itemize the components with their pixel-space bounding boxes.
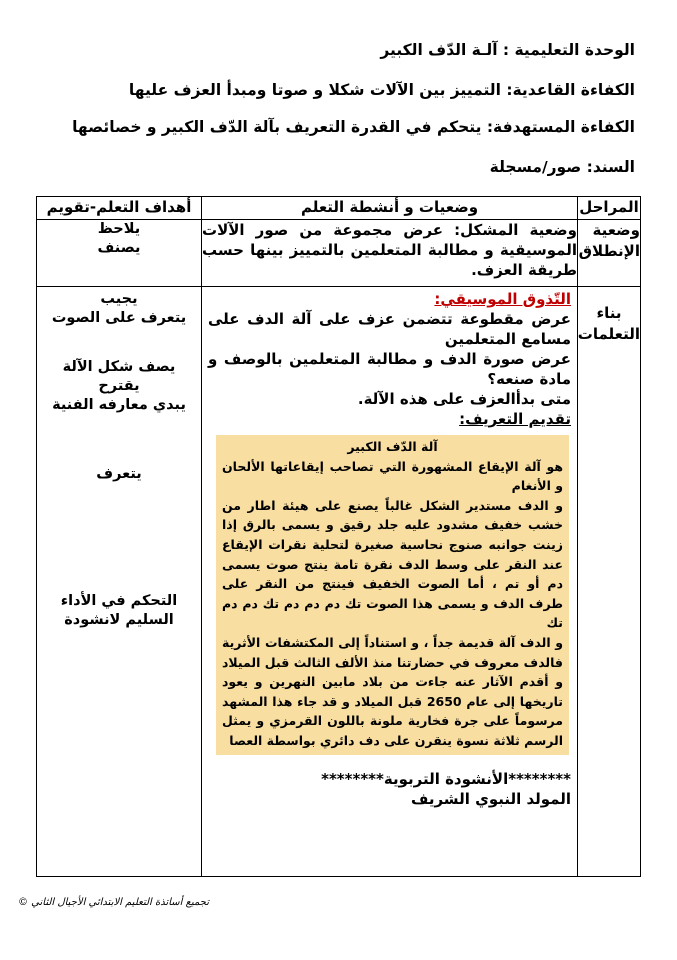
objective-item: يقترح — [98, 378, 140, 394]
objective-item: السليم لانشودة — [64, 612, 174, 628]
col-stages: المراحل — [578, 197, 641, 220]
activities-build — [202, 287, 578, 877]
box-paragraph: هو آلة الإيقاع المشهورة التي تصاحب إيقاعاتها الألحان و الأنغام — [222, 458, 563, 494]
footer-credit: تجميع أساتذة التعليم الابتدائي الأجيال الثاني © — [18, 897, 209, 908]
objective-item: يجيب — [100, 291, 138, 307]
support-line: السند: صور/مسجلة — [489, 158, 635, 176]
objective-item: يصنف — [97, 240, 141, 256]
song-title: ********الأنشودة التربوية******** — [321, 769, 571, 788]
target-competence: الكفاءة المستهدفة: يتحكم في القدرة التعريف بآلة الدّف الكبير و خصائصها — [72, 118, 635, 136]
box-title: آلة الدّف الكبير — [347, 439, 438, 454]
intro-title: تقديم التعريف: — [459, 410, 571, 428]
col-activities: وضعيات و أنشطة التعلم — [202, 197, 578, 220]
objective-item: يصف شكل الآلة — [62, 359, 176, 375]
box-paragraph: و الدف مستدير الشكل غالباً يصنع على هيئة اطار من خشب خفيف مشدود عليه جلد رقيق و يسمى بالرق إذا زينت جوانبه صنوج نحاسية صغيرة لتحلية نقرات الإيقاع عند النقر على وسط الدف نقرة تامة ينتج صوت يسمى دم أو تم ، أما الصوت الخفيف فينتج من النقر على طرف الدف و يسمى هذا الصوت تك دم دم دم تك دم دم تك — [222, 497, 563, 631]
col-objectives: أهداف التعلم-تقويم — [37, 197, 202, 220]
activity-launch: وضعية المشكل: عرض مجموعة من صور الآلات الموسيقية و مطالبة المتعلمين بالتمييز بينها حسب طريقة العزف. — [202, 220, 578, 287]
table-row-launch — [37, 220, 641, 287]
tasting-line: متى بدأالعزف على هذه الآلة. — [357, 390, 571, 408]
base-competence: الكفاءة القاعدية: التمييز بين الآلات شكلا و صوتا ومبدأ العزف عليها — [128, 81, 635, 99]
unit-title: الوحدة التعليمية : آلـة الدّف الكبير — [380, 41, 635, 59]
objective-item: يتعرف — [96, 466, 142, 482]
lesson-table — [36, 196, 641, 877]
table-header-row — [37, 197, 641, 220]
objectives-launch — [37, 220, 202, 287]
stage-build: بناء التعلمات — [578, 287, 641, 877]
objective-item: يتعرف على الصوت — [51, 310, 187, 326]
objective-item: يلاحظ — [97, 221, 141, 237]
table-row-build — [37, 287, 641, 877]
objectives-build — [37, 287, 202, 877]
stage-launch: وضعية الإنطلاق — [578, 220, 641, 287]
tasting-title: التّذوق الموسيقي: — [434, 290, 571, 308]
objective-item: التحكم في الأداء — [60, 593, 178, 609]
song-name: المولد النبوي الشريف — [410, 789, 571, 808]
tasting-line: عرض مقطوعة تتضمن عزف على آلة الدف على مسامع المتعلمين — [208, 310, 571, 348]
tasting-line: عرض صورة الدف و مطالبة المتعلمين بالوصف و مادة صنعه؟ — [208, 350, 571, 388]
box-paragraph: و الدف آلة قديمة جداً ، و استناداً إلى المكتشفات الأثرية فالدف معروف في حضارتنا منذ الألف الثالث قبل الميلاد و أقدم الآثار عنه جاءت من بلاد مابين النهرين و يعود تاريخها إلى عام 2650 قبل الميلاد و قد جاء هذا المشهد مرسوماً على جرة فخارية ملونة باللون القرمزي و يمثل الرسم ثلاثة نسوة ينقرن على دف دائري بواسطة العصا — [222, 634, 564, 748]
objective-item: يبدي معارفه الفنية — [52, 397, 186, 413]
definition-box — [216, 435, 569, 755]
